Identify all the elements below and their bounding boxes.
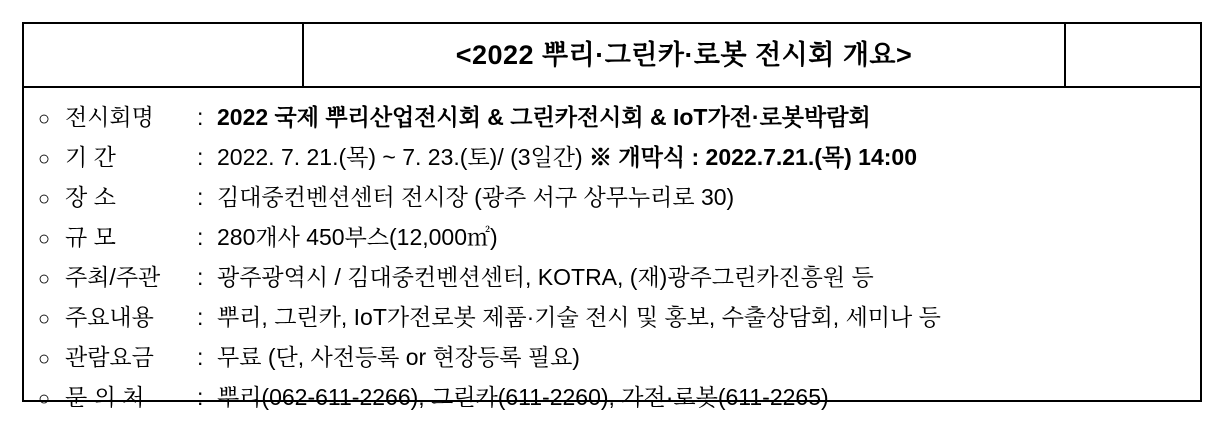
field-value: 2022 국제 뿌리산업전시회 & 그린카전시회 & IoT가전·로봇박람회 bbox=[217, 104, 871, 130]
field-colon: : bbox=[197, 224, 204, 250]
field-value-plain: 2022. 7. 21.(목) ~ 7. 23.(토)/ (3일간) bbox=[217, 144, 590, 170]
field-colon: : bbox=[197, 384, 204, 410]
field-colon: : bbox=[197, 144, 204, 170]
field-colon: : bbox=[197, 344, 204, 370]
list-item bbox=[38, 338, 1186, 378]
bullet-icon: ○ bbox=[38, 388, 51, 410]
field-label: 전시회명 bbox=[65, 104, 154, 130]
field-label: 기 간 bbox=[65, 144, 116, 170]
list-item bbox=[38, 98, 1186, 138]
field-value: 김대중컨벤션센터 전시장 (광주 서구 상무누리로 30) bbox=[217, 184, 735, 210]
field-value: 무료 (단, 사전등록 or 현장등록 필요) bbox=[217, 344, 580, 370]
bullet-icon: ○ bbox=[38, 348, 51, 370]
list-item bbox=[38, 138, 1186, 178]
bullet-icon: ○ bbox=[38, 148, 51, 170]
field-colon: : bbox=[197, 264, 204, 290]
field-label: 장 소 bbox=[65, 184, 116, 210]
title-spacer-left bbox=[24, 24, 304, 86]
field-label: 문 의 처 bbox=[65, 384, 145, 410]
page-title: <2022 뿌리·그린카·로봇 전시회 개요> bbox=[455, 39, 913, 70]
list-item bbox=[38, 378, 1186, 418]
list-item bbox=[38, 298, 1186, 338]
field-value: 광주광역시 / 김대중컨벤션센터, KOTRA, (재)광주그린카진흥원 등 bbox=[217, 264, 874, 290]
field-colon: : bbox=[197, 104, 204, 130]
field-value: 뿌리(062-611-2266), 그린카(611-2260), 가전·로봇(611-2265) bbox=[217, 384, 829, 410]
field-colon: : bbox=[197, 304, 204, 330]
title-row bbox=[24, 24, 1200, 88]
field-value: 280개사 450부스(12,000㎡) bbox=[217, 224, 498, 250]
list-item bbox=[38, 178, 1186, 218]
title-spacer-right bbox=[1064, 24, 1200, 86]
field-value bbox=[217, 138, 1186, 176]
field-value-emphasis: ※ 개막식 : 2022.7.21.(목) 14:00 bbox=[589, 144, 917, 170]
field-label: 주최/주관 bbox=[65, 264, 161, 290]
event-overview-box bbox=[22, 22, 1202, 410]
list-item bbox=[38, 258, 1186, 298]
overview-lines bbox=[24, 88, 1200, 426]
bullet-icon: ○ bbox=[38, 268, 51, 290]
bullet-icon: ○ bbox=[38, 108, 51, 130]
title-cell bbox=[304, 24, 1064, 86]
field-label: 주요내용 bbox=[65, 304, 154, 330]
field-label: 관람요금 bbox=[65, 344, 154, 370]
field-colon: : bbox=[197, 184, 204, 210]
field-label: 규 모 bbox=[65, 224, 116, 250]
bullet-icon: ○ bbox=[38, 188, 51, 210]
field-value: 뿌리, 그린카, IoT가전로봇 제품·기술 전시 및 홍보, 수출상담회, 세미나 등 bbox=[217, 304, 941, 330]
bullet-icon: ○ bbox=[38, 228, 51, 250]
list-item bbox=[38, 218, 1186, 258]
bullet-icon: ○ bbox=[38, 308, 51, 330]
